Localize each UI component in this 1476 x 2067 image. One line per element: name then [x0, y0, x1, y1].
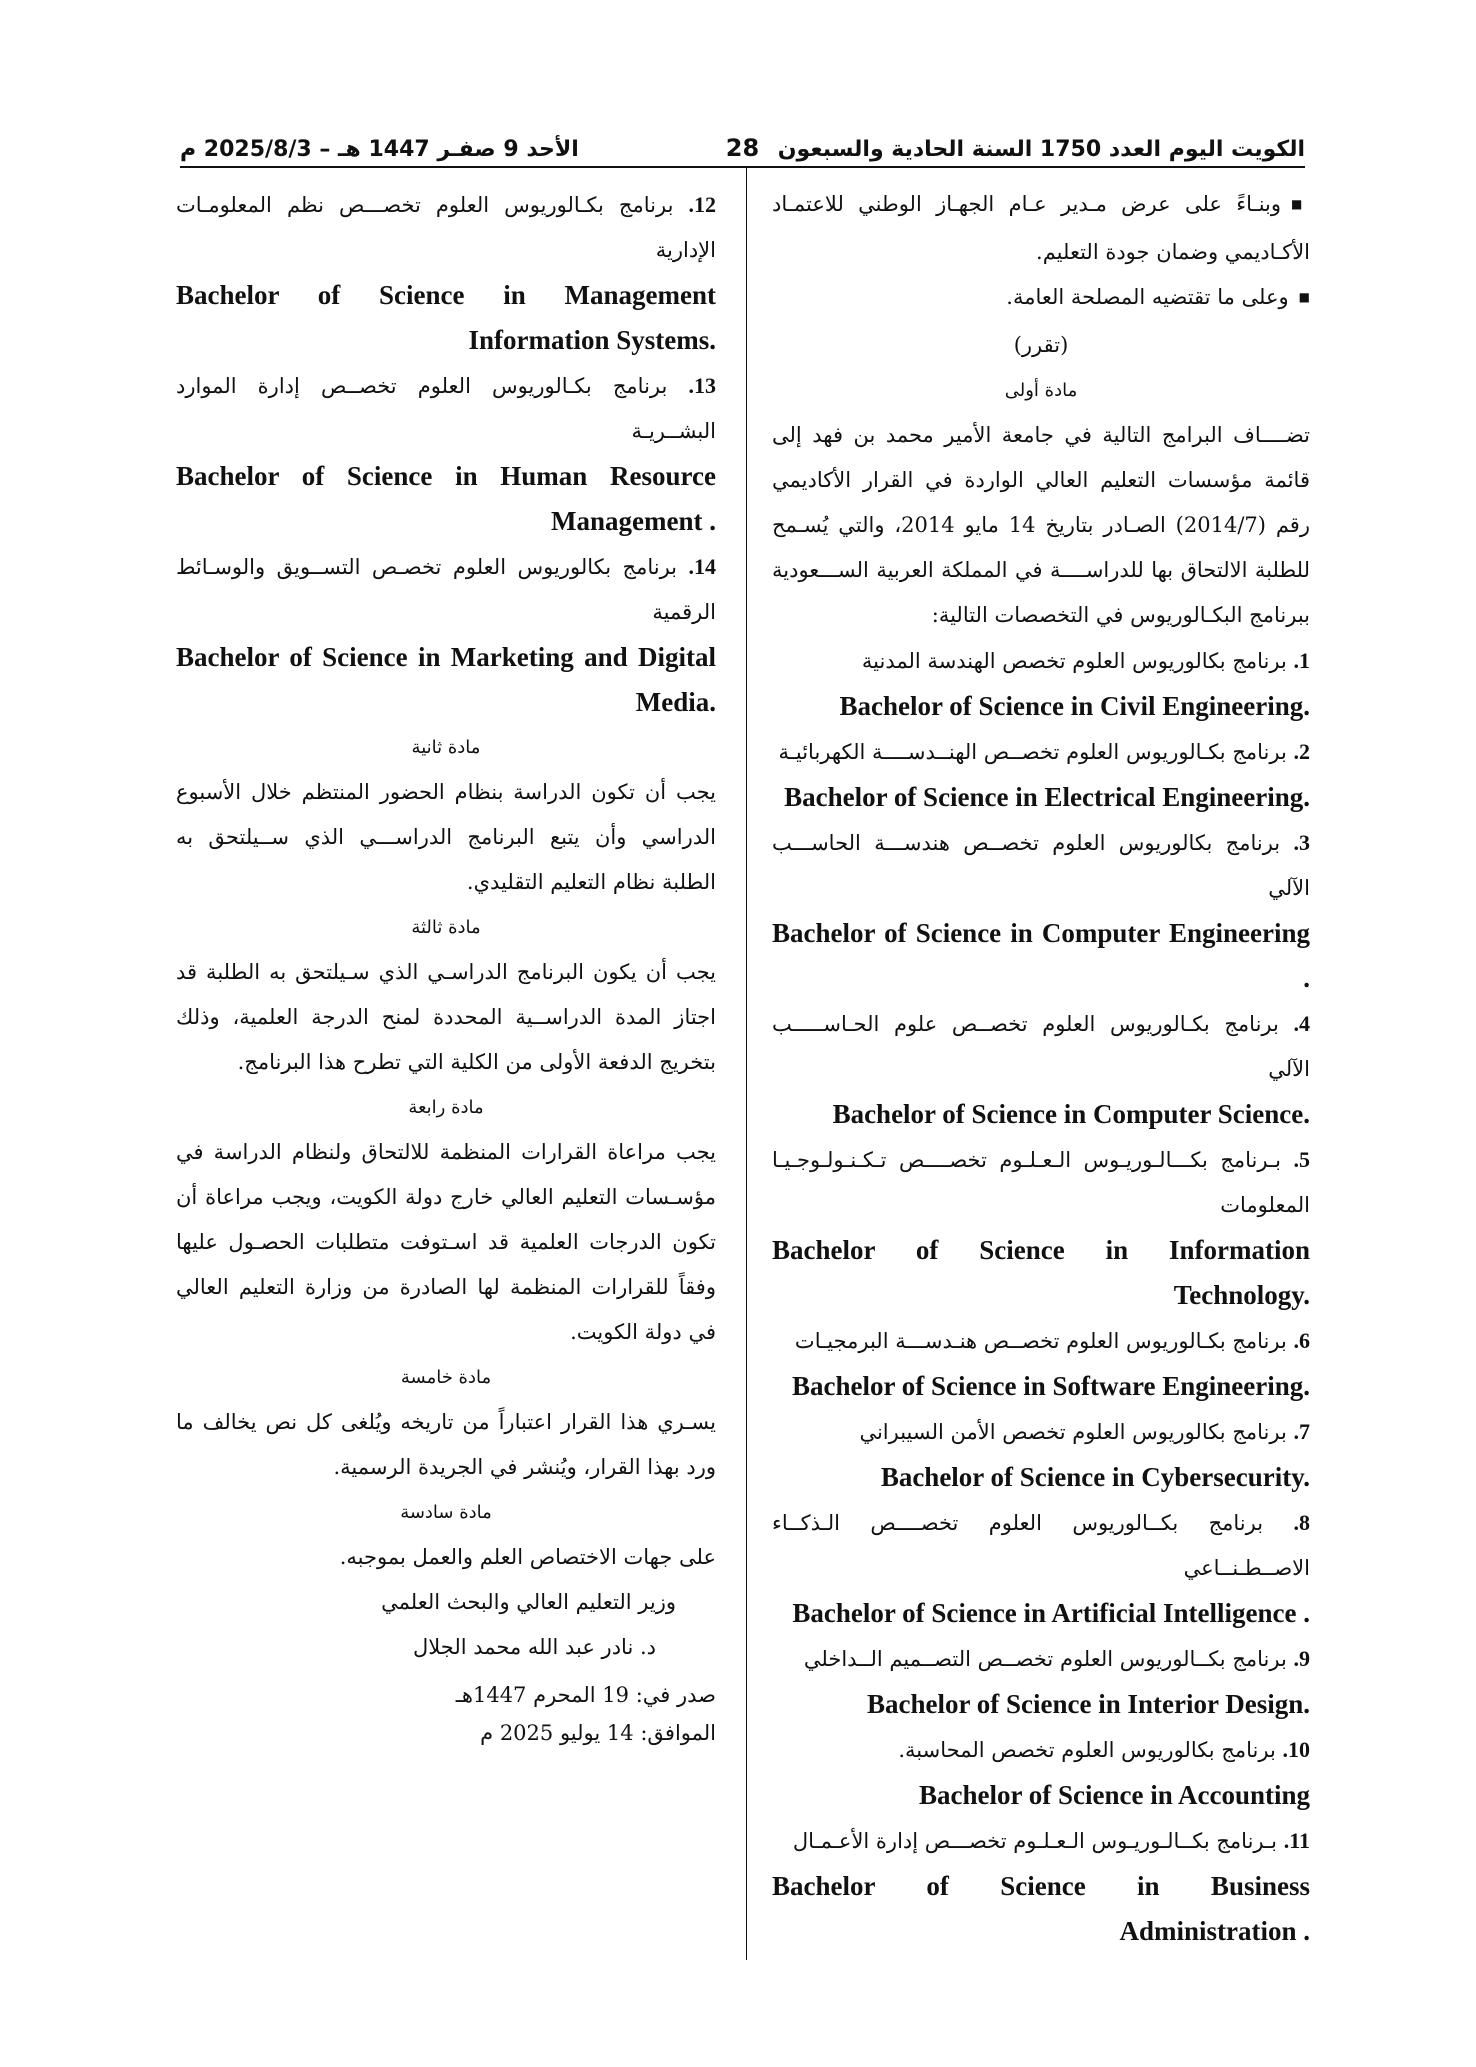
- program-arabic: برنامج بكالوريوس العلوم تخصص الهندسة المدنية: [861, 649, 1287, 673]
- program-item: [772, 1727, 1310, 1818]
- program-number: 14.: [688, 554, 716, 579]
- corresponding-date: الموافق: 14 يوليو 2025 م: [480, 1721, 716, 1745]
- program-arabic: برنامج بكـالوريوس العلوم تخصــص علوم الحـاســـــب الآلي: [772, 1012, 1310, 1081]
- program-item: [772, 638, 1310, 729]
- program-number: 11.: [1283, 1828, 1310, 1853]
- program-english: Bachelor of Science in Civil Engineering.: [839, 691, 1310, 721]
- header-date: الأحد 9 صفـر 1447 هـ – 2025/8/3 م: [180, 137, 579, 162]
- program-number: 10.: [1282, 1737, 1310, 1762]
- program-arabic: برنامج بكالوريوس العلوم تخصــص هندســـة الحاســـب الآلي: [772, 831, 1310, 900]
- program-item: [176, 363, 716, 544]
- program-item: [772, 1636, 1310, 1727]
- program-arabic: بـرنامج بكـــالـوريـوس الـعـلـوم تخصــــص تـكـنـولـوجـيـا المعلومات: [772, 1148, 1310, 1217]
- issue-date: صدر في: 19 المحرم 1447هـ: [455, 1683, 716, 1707]
- program-english: Bachelor of Science in Management Information Systems.: [176, 280, 716, 355]
- program-number: 9.: [1293, 1646, 1310, 1671]
- program-english: Bachelor of Science in Accounting: [919, 1780, 1310, 1810]
- header-page-number: 28: [725, 134, 760, 162]
- program-arabic: برنامج بكالوريوس العلوم تخصص الأمن السيبراني: [859, 1420, 1287, 1444]
- program-english: Bachelor of Science in Computer Engineering .: [772, 918, 1310, 993]
- preamble-bullet: ■ وعلى ما تقتضيه المصلحة العامة.: [772, 275, 1310, 323]
- program-arabic: برنامج بكالوريوس العلوم تخصص المحاسبة.: [898, 1738, 1276, 1762]
- program-english: Bachelor of Science in Interior Design.: [867, 1689, 1310, 1719]
- program-arabic: برنامج بكـالوريوس العلوم تخصـــص نظم المعلومـات الإدارية: [176, 193, 716, 262]
- program-english: Bachelor of Science in Marketing and Digital Media.: [176, 642, 716, 717]
- column-divider: [746, 168, 747, 1960]
- program-english: Bachelor of Science in Software Engineering.: [792, 1371, 1310, 1401]
- program-arabic: برنامج بكــالوريوس العلوم تخصــــص الـذكــاء الاصــطـنــاعي: [772, 1511, 1310, 1580]
- program-item: [772, 1001, 1310, 1137]
- article-text: يجب أن تكون الدراسة بنظام الحضور المنتظم خلال الأسبوع الدراسي وأن يتبع البرنامج الدراســـي الذي ســيلتحق به الطلبة نظام التعليم التقليدي.: [176, 780, 716, 894]
- header-rule: [180, 166, 1305, 168]
- program-number: 12.: [688, 192, 716, 217]
- article-text: تضــــاف البرامج التالية في جامعة الأمير محمد بن فهد إلى قائمة مؤسسات التعليم العالي الواردة في القرار الأكاديمي رقم (2014/7) الصـادر بتاريخ 14 مايو 2014، والتي يُسـمح للطلبة الالتحاق بها للدراســــة في المملكة العربية الســـعودية ببرنامج البكـالوريوس في التخصصات التالية:: [772, 423, 1310, 627]
- minister-title: وزير التعليم العالي والبحث العلمي: [381, 1590, 676, 1614]
- program-english: Bachelor of Science in Human Resource Management .: [176, 461, 716, 536]
- program-english: Bachelor of Science in Artificial Intelligence .: [792, 1598, 1310, 1628]
- article-heading: مادة أولى: [1004, 380, 1078, 401]
- page-header: [180, 112, 1305, 170]
- program-arabic: برنامج بكـالوريوس العلوم تخصــص هنـدســـة البرمجيـات: [794, 1329, 1287, 1353]
- program-item: [772, 1409, 1310, 1500]
- program-item: [772, 820, 1310, 1001]
- article-heading: مادة رابعة: [408, 1097, 484, 1118]
- article-text: يجب مراعاة القرارات المنظمة للالتحاق ولنظام الدراسة في مؤسـسات التعليم العالي خارج دولة الكويت، ويجب مراعاة أن تكون الدرجات العلمية قد اسـتوفت متطلبات الحصـول عليها وفقاً للقرارات المنظمة لها الصادرة من وزارة التعليم العالي في دولة الكويت.: [176, 1140, 716, 1344]
- program-item: [772, 1500, 1310, 1636]
- article-heading: مادة خامسة: [400, 1367, 492, 1388]
- article-heading: مادة ثالثة: [411, 917, 481, 938]
- program-arabic: برنامج بكـالوريوس العلوم تخصــص الهنــدســــة الكهربائيـة: [778, 740, 1287, 764]
- program-number: 7.: [1293, 1419, 1310, 1444]
- program-arabic: بـرنامج بكــالـوريـوس الـعـلـوم تخصـــص إدارة الأعـمـال: [792, 1829, 1278, 1853]
- program-item: [772, 1137, 1310, 1318]
- article-heading: مادة ثانية: [411, 737, 481, 758]
- program-item: [176, 182, 716, 363]
- article-heading: مادة سادسة: [400, 1502, 492, 1523]
- article-text: يجب أن يكون البرنامج الدراسـي الذي سـيلتحق به الطلبة قد اجتاز المدة الدراســية المحددة لمنح الدرجة العلمية، وذلك بتخريج الدفعة الأولى من الكلية التي تطرح هذا البرنامج.: [176, 960, 716, 1074]
- program-item: [772, 729, 1310, 820]
- right-column: [772, 182, 1310, 1954]
- program-english: Bachelor of Science in Cybersecurity.: [880, 1462, 1310, 1492]
- program-arabic: برنامج بكــالوريوس العلوم تخصــص التصــميم الــداخلي: [803, 1647, 1287, 1671]
- program-number: 5.: [1293, 1147, 1310, 1172]
- header-gazette-info: الكويت اليوم العدد 1750 السنة الحادية والسبعون: [777, 137, 1305, 162]
- program-english: Bachelor of Science in Information Technology.: [772, 1235, 1310, 1310]
- program-number: 4.: [1293, 1011, 1310, 1036]
- program-arabic: برنامج بكـالوريوس العلوم تخصــص إدارة الموارد البشــريـة: [176, 374, 716, 443]
- program-number: 8.: [1293, 1510, 1310, 1535]
- program-item: [176, 544, 716, 725]
- program-item: [772, 1818, 1310, 1954]
- preamble-bullet: ■ وبنـاءً على عرض مـدير عـام الجهـاز الوطني للاعتمـاد الأكـاديمي وضمان جودة التعليم.: [772, 182, 1310, 275]
- program-number: 6.: [1293, 1328, 1310, 1353]
- left-column: [176, 182, 716, 1752]
- program-english: Bachelor of Science in Electrical Engineering.: [784, 782, 1310, 812]
- program-number: 13.: [688, 373, 716, 398]
- decision-line: (تقرر): [1013, 333, 1069, 357]
- program-item: [772, 1318, 1310, 1409]
- article-text: يسـري هذا القرار اعتباراً من تاريخه ويُلغى كل نص يخالف ما ورد بهذا القرار، ويُنشر في الجريدة الرسمية.: [176, 1410, 716, 1479]
- program-english: Bachelor of Science in Computer Science.: [832, 1099, 1310, 1129]
- minister-name: د. نادر عبد الله محمد الجلال: [412, 1635, 656, 1659]
- article-text: على جهات الاختصاص العلم والعمل بموجبه.: [339, 1545, 716, 1569]
- program-number: 3.: [1293, 830, 1310, 855]
- program-number: 2.: [1293, 739, 1310, 764]
- program-number: 1.: [1293, 648, 1310, 673]
- program-arabic: برنامج بكالوريوس العلوم تخصـص التســويق والوسـائط الرقمية: [176, 555, 716, 624]
- program-english: Bachelor of Science in Business Administration .: [772, 1871, 1310, 1946]
